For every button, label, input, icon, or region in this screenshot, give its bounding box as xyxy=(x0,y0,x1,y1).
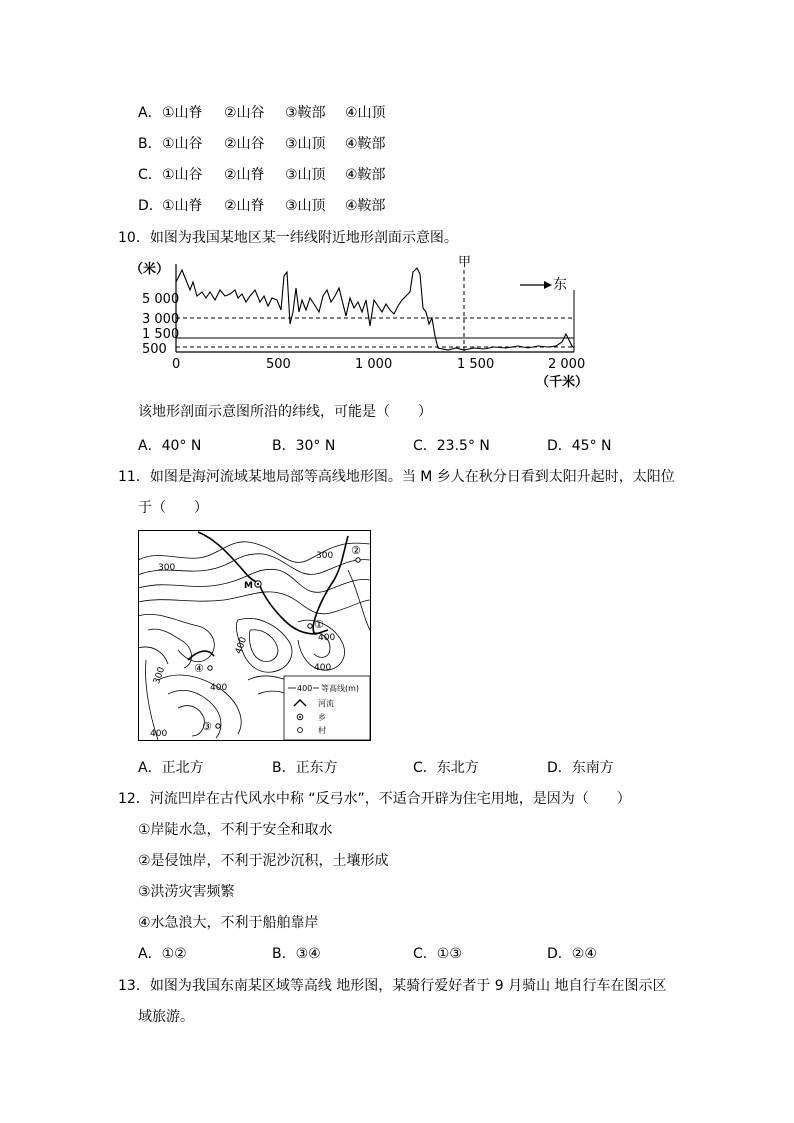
q9-option-a-item2: ②山谷 xyxy=(224,105,265,121)
point-2-label: ② xyxy=(351,544,361,557)
jia-marker-label: 甲 xyxy=(458,255,472,270)
contour-label-400-b: 400 xyxy=(233,635,250,656)
point-3-marker xyxy=(216,724,220,728)
q12-statement-2: ②是侵蚀岸，不利于泥沙沉积，土壤形成 xyxy=(138,853,389,869)
legend-township-label: 乡 xyxy=(318,713,326,722)
q9-option-d-letter: D． xyxy=(138,198,163,214)
point-1-label: ① xyxy=(314,618,324,631)
q10-option-a: A．40° N xyxy=(138,438,202,454)
q9-option-c-letter: C． xyxy=(138,167,162,183)
east-arrow-head xyxy=(544,281,552,289)
x-tick-2000: 2 000 xyxy=(548,357,586,372)
q12-stem: 12．河流凹岸在古代风水中称 “反弓水”，不适合开辟为住宅用地，是因为（ ） xyxy=(118,791,631,807)
q9-option-d-item2: ②山脊 xyxy=(224,198,265,214)
y-unit-label: （米） xyxy=(130,262,170,277)
q11-option-c: C．东北方 xyxy=(413,760,479,776)
q11-option-b: B．正东方 xyxy=(272,760,338,776)
x-tick-1000: 1 000 xyxy=(355,357,393,372)
q9-option-a-item3: ③鞍部 xyxy=(285,105,326,121)
q13-stem-line2: 域旅游。 xyxy=(138,1009,194,1025)
q12-option-b: B．③④ xyxy=(272,946,321,962)
legend-contour-label: 等高线(m) xyxy=(321,684,360,693)
q9-option-d-item1: ①山脊 xyxy=(162,198,203,214)
q9-option-a-item1: ①山脊 xyxy=(162,105,203,121)
q12-option-c: C．①③ xyxy=(413,946,462,962)
q11-option-d: D．东南方 xyxy=(547,760,614,776)
legend-village-symbol xyxy=(298,728,303,733)
q9-option-c-item1: ①山谷 xyxy=(162,167,203,183)
x-tick-0: 0 xyxy=(172,357,181,372)
q12-statement-3: ③洪涝灾害频繁 xyxy=(138,884,235,900)
q10-option-b: B．30° N xyxy=(272,438,336,454)
q11-stem-line1: 11．如图是海河流域某地局部等高线地形图。当 M 乡人在秋分日看到太阳升起时，太阳位 xyxy=(118,469,675,485)
q9-option-c-item4: ④鞍部 xyxy=(345,167,386,183)
legend-contour-value: 400 xyxy=(297,684,313,693)
contour-label-400-e: 400 xyxy=(150,729,168,739)
legend-village-label: 村 xyxy=(318,726,326,735)
legend-river-label: 河流 xyxy=(318,699,334,708)
q9-option-d-item4: ④鞍部 xyxy=(345,198,386,214)
contour-label-300-b: 300 xyxy=(316,551,334,561)
q9-option-b-letter: B． xyxy=(138,136,162,152)
q13-stem-line1: 13．如图为我国东南某区域等高线 地形图，某骑行爱好者于 9 月骑山 地自行车在图示区 xyxy=(118,978,667,994)
point-m-label: M xyxy=(244,581,253,591)
q9-option-c-item3: ③山顶 xyxy=(285,167,326,183)
point-3-label: ③ xyxy=(202,720,212,733)
contour-label-400-d: 400 xyxy=(210,683,228,693)
contour-label-400-a: 400 xyxy=(318,633,336,643)
q10-option-d: D．45° N xyxy=(547,438,612,454)
q9-option-a-letter: A． xyxy=(138,105,162,121)
q9-option-d-item3: ③山顶 xyxy=(285,198,326,214)
x-tick-500: 500 xyxy=(266,357,291,372)
q9-option-a-item4: ④山顶 xyxy=(345,105,386,121)
q9-option-c-item2: ②山脊 xyxy=(224,167,265,183)
q11-stem-line2: 于（ ） xyxy=(138,500,208,516)
y-tick-3000: 3 000 xyxy=(142,312,180,327)
x-tick-1500: 1 500 xyxy=(457,357,495,372)
q9-option-b-item2: ②山谷 xyxy=(224,136,265,152)
q10-sub: 该地形剖面示意图所沿的纬线，可能是（ ） xyxy=(138,404,432,420)
q10-option-c: C．23.5° N xyxy=(413,438,490,454)
q12-option-d: D．②④ xyxy=(547,946,597,962)
point-1-marker xyxy=(308,624,312,628)
q12-statement-4: ④水急浪大，不利于船舶靠岸 xyxy=(138,915,319,931)
contour-label-300-a: 300 xyxy=(158,563,176,573)
point-2-marker xyxy=(356,558,360,562)
q10-profile-figure xyxy=(130,252,600,392)
q12-option-a: A．①② xyxy=(138,946,187,962)
q10-stem: 10．如图为我国某地区某一纬线附近地形剖面示意图。 xyxy=(118,230,458,246)
contour-label-400-c: 400 xyxy=(314,663,332,673)
q12-statement-1: ①岸陡水急，不利于安全和取水 xyxy=(138,822,333,838)
x-unit-label: （千米） xyxy=(536,375,589,390)
q9-option-b-item1: ①山谷 xyxy=(162,136,203,152)
y-tick-1500: 1 500 xyxy=(142,327,180,342)
q9-option-b-item3: ③山顶 xyxy=(285,136,326,152)
contour-label-300-c: 300 xyxy=(151,665,168,686)
y-tick-5000: 5 000 xyxy=(142,292,180,307)
east-label: 东 xyxy=(553,277,567,293)
y-tick-500: 500 xyxy=(142,342,167,357)
point-4-marker xyxy=(208,666,212,670)
point-4-label: ④ xyxy=(194,662,204,675)
q9-option-b-item4: ④鞍部 xyxy=(345,136,386,152)
q11-contour-map xyxy=(138,530,372,742)
q11-option-a: A．正北方 xyxy=(138,760,204,776)
